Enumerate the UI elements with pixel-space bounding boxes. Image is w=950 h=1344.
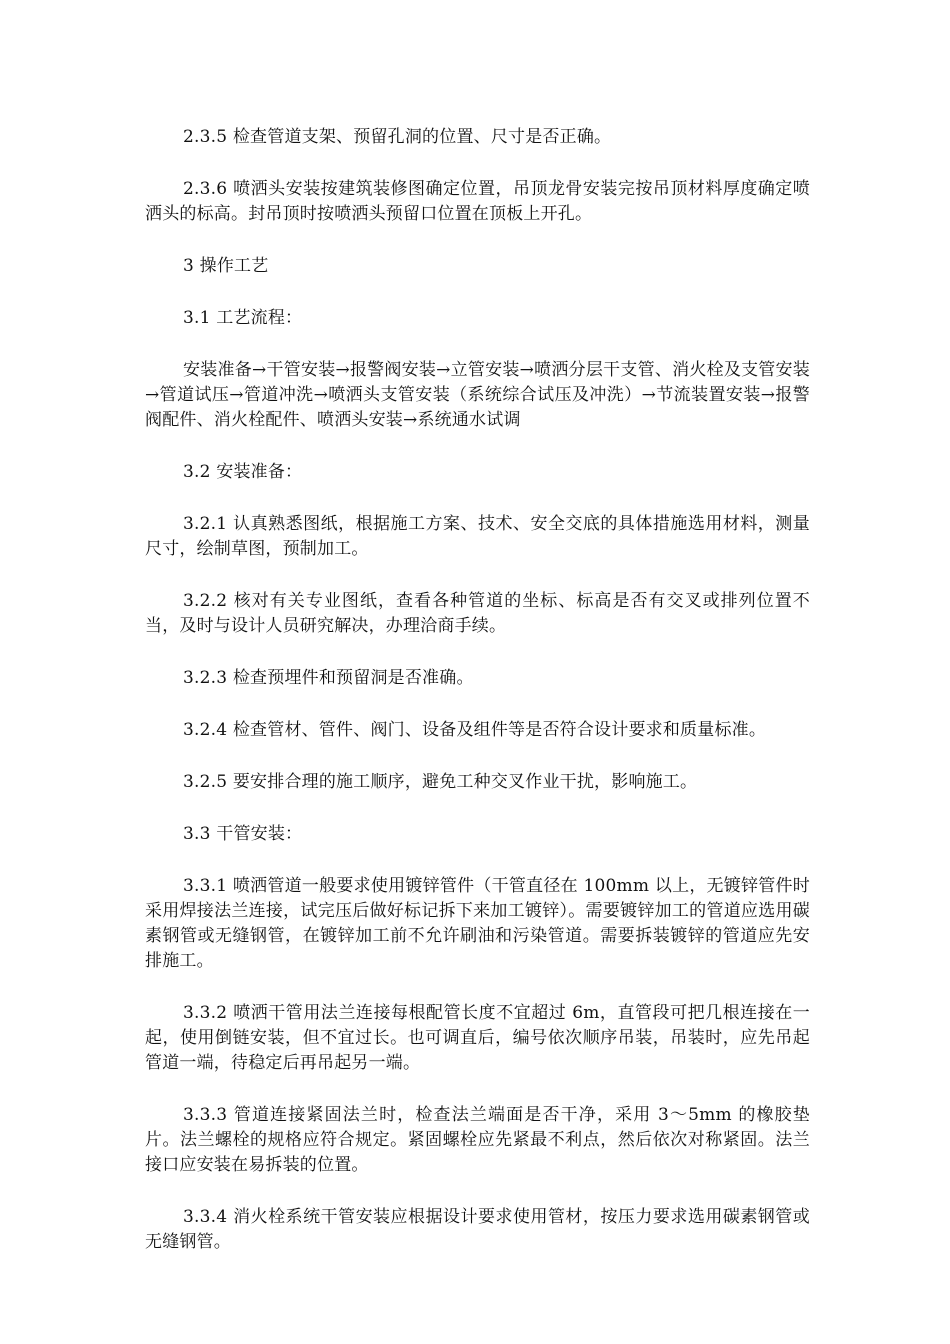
document-body <box>145 125 810 1255</box>
paragraph-3-2-1: 3.2.1 认真熟悉图纸，根据施工方案、技术、安全交底的具体措施选用材料，测量尺寸，绘制草图，预制加工。 <box>145 514 810 559</box>
paragraph-3-3-1: 3.3.1 喷洒管道一般要求使用镀锌管件（干管直径在 100mm 以上，无镀锌管件时采用焊接法兰连接，试完压后做好标记拆下来加工镀锌）。需要镀锌加工的管道应选用碳素钢管或无缝钢管，在镀锌加工前不允许刷油和污染管道。需要拆装镀锌的管道应先安排施工。 <box>145 876 810 971</box>
subsection-heading-3-1: 3.1 工艺流程： <box>183 308 303 328</box>
paragraph-2-3-6: 2.3.6 喷洒头安装按建筑装修图确定位置，吊顶龙骨安装完按吊顶材料厚度确定喷洒头的标高。封吊顶时按喷洒头预留口位置在顶板上开孔。 <box>145 179 810 224</box>
paragraph-2-3-5: 2.3.5 检查管道支架、预留孔洞的位置、尺寸是否正确。 <box>183 127 612 147</box>
paragraph-3-2-5: 3.2.5 要安排合理的施工顺序，避免工种交叉作业干扰，影响施工。 <box>183 772 698 792</box>
subsection-heading-3-2: 3.2 安装准备： <box>183 462 303 482</box>
section-heading-3: 3 操作工艺 <box>183 256 269 276</box>
paragraph-3-2-4: 3.2.4 检查管材、管件、阀门、设备及组件等是否符合设计要求和质量标准。 <box>183 720 767 740</box>
paragraph-3-2-2: 3.2.2 核对有关专业图纸，查看各种管道的坐标、标高是否有交叉或排列位置不当，及时与设计人员研究解决，办理洽商手续。 <box>145 591 810 636</box>
paragraph-3-3-3: 3.3.3 管道连接紧固法兰时，检查法兰端面是否干净，采用 3～5mm 的橡胶垫片。法兰螺栓的规格应符合规定。紧固螺栓应先紧最不利点，然后依次对称紧固。法兰接口应安装在易拆装的位置。 <box>145 1105 810 1175</box>
paragraph-3-2-3: 3.2.3 检查预埋件和预留洞是否准确。 <box>183 668 474 688</box>
paragraph-3-3-2: 3.3.2 喷洒干管用法兰连接每根配管长度不宜超过 6m，直管段可把几根连接在一起，使用倒链安装，但不宜过长。也可调直后，编号依次顺序吊装，吊装时，应先吊起管道一端，待稳定后再吊起另一端。 <box>145 1003 810 1073</box>
subsection-heading-3-3: 3.3 干管安装： <box>183 824 303 844</box>
paragraph-3-3-4: 3.3.4 消火栓系统干管安装应根据设计要求使用管材，按压力要求选用碳素钢管或无缝钢管。 <box>145 1207 810 1252</box>
process-flow-paragraph: 安装准备→干管安装→报警阀安装→立管安装→喷洒分层干支管、消火栓及支管安装→管道试压→管道冲洗→喷洒头支管安装（系统综合试压及冲洗）→节流装置安装→报警阀配件、消火栓配件、喷洒头安装→系统通水试调 <box>145 360 810 430</box>
